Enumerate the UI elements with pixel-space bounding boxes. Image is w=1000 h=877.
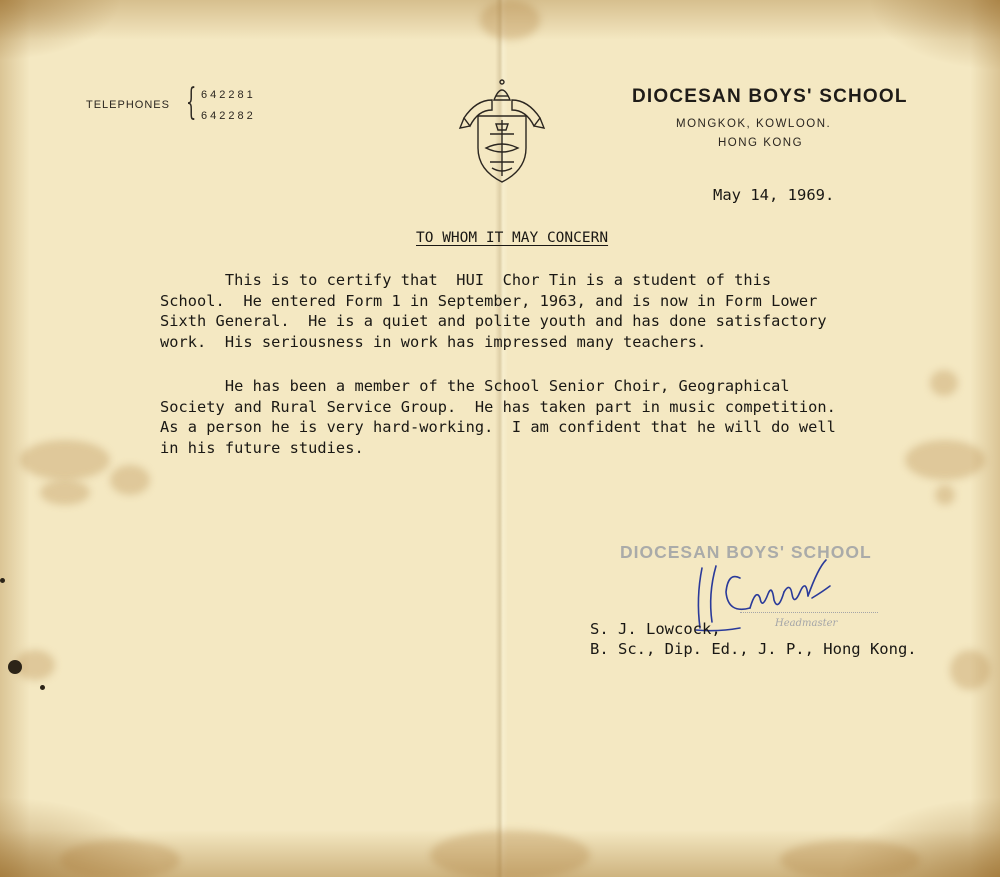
stain xyxy=(935,485,955,505)
telephone-number: 642282 xyxy=(201,110,256,122)
paragraph-line: This is to certify that HUI Chor Tin is a student of this xyxy=(160,271,772,289)
school-name: DIOCESAN BOYS' SCHOOL xyxy=(632,86,908,107)
school-stamp: DIOCESAN BOYS' SCHOOL xyxy=(620,542,872,562)
paragraph-line: in his future studies. xyxy=(160,438,364,457)
ink-spot xyxy=(8,660,22,674)
paragraph xyxy=(160,270,827,352)
stain xyxy=(950,650,990,690)
paragraph-line: School. He entered Form 1 in September, 1963, and is now in Form Lower xyxy=(160,291,818,310)
paragraph-line: As a person he is very hard-working. I am confident that he will do well xyxy=(160,418,836,437)
signatory-qualifications: B. Sc., Dip. Ed., J. P., Hong Kong. xyxy=(590,640,917,658)
ink-spot xyxy=(40,685,45,690)
letter-heading: TO WHOM IT MAY CONCERN xyxy=(416,230,609,246)
stain xyxy=(40,480,90,505)
signatory-name: S. J. Lowcock, xyxy=(590,620,721,638)
address-line: MONGKOK, KOWLOON. xyxy=(676,118,832,130)
stain xyxy=(480,0,540,40)
stamp-title: Headmaster xyxy=(775,618,838,629)
telephone-number: 642281 xyxy=(201,89,256,101)
paragraph-line: work. His seriousness in work has impressed many teachers. xyxy=(160,332,707,351)
paragraph-line: Society and Rural Service Group. He has taken part in music competition. xyxy=(160,397,836,416)
paragraph-line: Sixth General. He is a quiet and polite youth and has done satisfactory xyxy=(160,312,827,331)
stain xyxy=(60,840,180,877)
paragraph-line: He has been a member of the School Senior Choir, Geographical xyxy=(160,377,790,395)
stain xyxy=(110,465,150,495)
stain xyxy=(930,370,958,396)
stain xyxy=(780,840,920,877)
paragraph xyxy=(160,376,836,458)
letter-date: May 14, 1969. xyxy=(713,186,835,204)
brace-icon: { xyxy=(186,82,197,123)
stain xyxy=(905,440,985,480)
address-line: HONG KONG xyxy=(718,137,804,149)
stain xyxy=(430,830,590,877)
school-crest-icon xyxy=(456,78,548,186)
ink-spot xyxy=(0,578,5,583)
telephones-label: TELEPHONES xyxy=(86,99,170,111)
stain xyxy=(20,440,110,480)
